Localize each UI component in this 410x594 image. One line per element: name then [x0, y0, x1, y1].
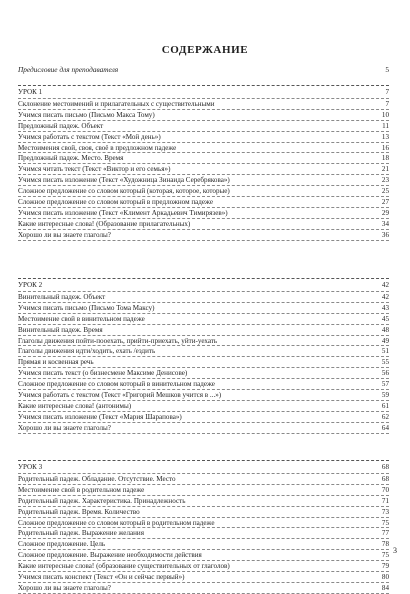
toc-entry[interactable] — [18, 196, 389, 207]
toc-entry-page: 43 — [381, 303, 389, 312]
toc-entry-page: 11 — [382, 121, 389, 130]
toc-entry[interactable] — [18, 109, 389, 120]
toc-entry-title: Хорошо ли вы знаете глаголы? — [18, 583, 111, 592]
section-page: 68 — [381, 463, 389, 471]
page-title: СОДЕРЖАНИЕ — [161, 44, 249, 56]
toc-entry-page: 56 — [381, 369, 389, 378]
toc-entry-page: 75 — [381, 551, 389, 560]
toc-entry-page: 70 — [381, 485, 389, 494]
toc-entry-title: Учимся работать с текстом (Текст «Григорий Мешков учится в ...») — [18, 391, 222, 399]
toc-entry-page: 25 — [381, 187, 389, 196]
toc-entry[interactable] — [18, 495, 389, 506]
toc-entry-page: 18 — [381, 154, 389, 163]
page-number: 3 — [393, 546, 397, 555]
toc-entry[interactable] — [18, 229, 389, 240]
toc-entry-title: Винительный падеж. Объект — [18, 292, 106, 301]
toc-entry-title: Прямая и косвенная речь — [18, 358, 94, 367]
toc-entry[interactable] — [18, 517, 389, 528]
toc-entry-title: Какие интересные слова! (Образование прилагательных) — [18, 219, 191, 228]
toc-entry[interactable] — [18, 174, 389, 185]
toc-entry[interactable] — [18, 411, 389, 422]
toc-entry[interactable] — [18, 324, 389, 335]
toc-entry-page: 23 — [381, 176, 389, 185]
toc-entry-title: Учимся читать текст (Текст «Виктор и его семья») — [18, 165, 171, 174]
toc-entry-title: Винительный падеж. Время — [18, 325, 103, 334]
section-divider — [18, 85, 389, 86]
toc-entry[interactable] — [18, 313, 389, 324]
toc-entry[interactable] — [18, 291, 389, 302]
toc-entry[interactable] — [18, 538, 389, 549]
toc-entry-title: Родительный падеж. Выражение желания — [18, 529, 144, 538]
toc-entry[interactable] — [18, 98, 389, 109]
toc-entry-page: 55 — [381, 358, 389, 367]
section-divider — [18, 460, 389, 461]
toc-entry[interactable] — [18, 400, 389, 411]
toc-entry-page: 71 — [381, 496, 389, 505]
toc-entry[interactable] — [18, 131, 389, 142]
toc-entry-title: Родительный падеж. Время. Количество — [18, 507, 140, 516]
toc-entry-page: 45 — [381, 314, 389, 323]
toc-entry-page: 10 — [381, 110, 389, 119]
toc-entry-title: Сложное предложение со словом который в предложном падеже — [18, 198, 214, 206]
toc-entry-title: Учимся работать с текстом (Текст «Мой день») — [18, 132, 161, 141]
section-header[interactable] — [18, 280, 389, 291]
toc-entry-page: 13 — [381, 132, 389, 141]
toc-entry[interactable] — [18, 163, 389, 174]
toc-entry[interactable] — [18, 389, 389, 400]
toc-entry-page: 64 — [381, 423, 389, 432]
toc-entry-title: Родительный падеж. Обладание. Отсутствие. Место — [18, 474, 176, 483]
toc-entry-title: Учимся писать изложение (Текст «Климент Аркадьевич Тимирязев») — [18, 208, 228, 217]
toc-entry-page: 42 — [381, 292, 389, 301]
toc-entry[interactable] — [18, 207, 389, 218]
toc-entry[interactable] — [18, 302, 389, 313]
section-title: УРОК 2 — [18, 281, 43, 289]
toc-entry-title: Учимся писать изложение (Текст «Мария Шарапова») — [18, 412, 182, 421]
preface-label: Предисловие для преподавателя — [18, 65, 119, 74]
toc-entry-page: 51 — [381, 347, 389, 356]
toc-entry-page: 75 — [381, 518, 389, 527]
section-end-divider — [18, 433, 389, 434]
toc-entry[interactable] — [18, 120, 389, 131]
toc-entry[interactable] — [18, 378, 389, 389]
toc-entry-title: Сложное предложение. Цель — [18, 540, 106, 549]
toc-entry-title: Учимся писать письмо (Письмо Макса Тому) — [18, 110, 155, 119]
toc-entry-page: 59 — [381, 391, 389, 399]
toc-entry-title: Сложное предложение. Выражение необходимости действия — [18, 551, 202, 560]
toc-entry[interactable] — [18, 345, 389, 356]
toc-entry[interactable] — [18, 571, 389, 582]
section-page: 7 — [385, 88, 389, 96]
toc-entry-page: 7 — [385, 99, 389, 108]
toc-entry[interactable] — [18, 185, 389, 196]
preface-page: 5 — [385, 65, 389, 74]
toc-entry[interactable] — [18, 506, 389, 517]
toc-entry-title: Учимся писать конспект (Текст «Он и сейчас первый») — [18, 573, 185, 581]
toc-entry-page: 73 — [381, 507, 389, 516]
toc-entry[interactable] — [18, 335, 389, 346]
toc-entry-page: 21 — [381, 165, 389, 174]
toc-entry-title: Учимся писать текст (о бизнесмене Максиме Денисове) — [18, 369, 188, 378]
toc-entry-page: 79 — [381, 562, 389, 571]
toc-entry[interactable] — [18, 367, 389, 378]
toc-entry-page: 48 — [381, 325, 389, 334]
section-header[interactable] — [18, 462, 389, 473]
toc-entry-title: Местоимения свой, своя, своё в предложном падеже — [18, 143, 177, 152]
toc-entry-page: 84 — [381, 583, 389, 592]
toc-entry[interactable] — [18, 484, 389, 495]
toc-entry-page: 68 — [381, 474, 389, 483]
toc-entry-title: Сложное предложение со словом который (которая, которое, которые) — [18, 187, 230, 196]
toc-entry[interactable] — [18, 549, 389, 560]
section-header[interactable] — [18, 87, 389, 98]
toc-entry-page: 78 — [381, 540, 389, 549]
toc-entry[interactable] — [18, 560, 389, 571]
toc-entry-title: Предложный падеж. Объект — [18, 121, 104, 130]
toc-entry-title: Какие интересные слова! (образование существительных от глаголов) — [18, 562, 230, 571]
section-title: УРОК 1 — [18, 88, 43, 96]
toc-entry-page: 62 — [381, 412, 389, 421]
toc-entry-page: 29 — [381, 208, 389, 217]
toc-entry[interactable] — [18, 422, 389, 433]
toc-entry-page: 27 — [381, 198, 389, 206]
toc-entry-title: Хорошо ли вы знаете глаголы? — [18, 423, 111, 432]
toc-entry-title: Предложный падеж. Место. Время — [18, 154, 124, 163]
toc-entry-title: Хорошо ли вы знаете глаголы? — [18, 230, 111, 239]
toc-entry-page: 61 — [381, 401, 389, 410]
preface-row[interactable] — [18, 65, 389, 74]
toc-entry-page: 34 — [381, 219, 389, 228]
toc-entry-title: Сложное предложение со словом который в родительном падеже — [18, 518, 215, 527]
section-title: УРОК 3 — [18, 463, 43, 471]
toc-entry-title: Родительный падеж. Характеристика. Принадлежность — [18, 496, 186, 505]
toc-entry-page: 16 — [381, 143, 389, 152]
toc-entry-title: Учимся писать изложение (Текст «Художница Зинаида Серебрякова») — [18, 176, 230, 185]
toc-entry-page: 36 — [381, 230, 389, 239]
toc-entry[interactable] — [18, 152, 389, 163]
toc-entry-title: Учимся писать письмо (Письмо Тома Максу) — [18, 303, 155, 312]
toc-entry-page: 77 — [381, 529, 389, 538]
toc-entry[interactable] — [18, 356, 389, 367]
section-divider — [18, 278, 389, 279]
toc-entry-page: 49 — [381, 336, 389, 345]
toc-entry-title: Местоимение свой в родительном падеже — [18, 485, 145, 494]
toc-entry-title: Местоимение свой в винительном падеже — [18, 314, 145, 323]
toc-entry[interactable] — [18, 142, 389, 153]
toc-entry[interactable] — [18, 582, 389, 593]
section-end-divider — [18, 240, 389, 241]
toc-entry-page: 80 — [381, 573, 389, 581]
toc-entry-title: Глаголы движения идти/ходить, ехать /ездить — [18, 347, 156, 356]
toc-entry-title: Сложное предложение со словом который в винительном падеже — [18, 380, 215, 389]
toc-entry-page: 57 — [381, 380, 389, 389]
toc-entry[interactable] — [18, 218, 389, 229]
toc-entry[interactable] — [18, 527, 389, 538]
toc-entry-title: Склонение местоимений и прилагательных с существительными — [18, 99, 215, 108]
section-page: 42 — [381, 281, 389, 289]
toc-entry-title: Какие интересные слова! (антонимы) — [18, 401, 132, 410]
toc-entry-title: Глаголы движения пойти-пооехать, прийти-приехать, уйти-уехать — [18, 336, 218, 345]
toc-entry[interactable] — [18, 473, 389, 484]
